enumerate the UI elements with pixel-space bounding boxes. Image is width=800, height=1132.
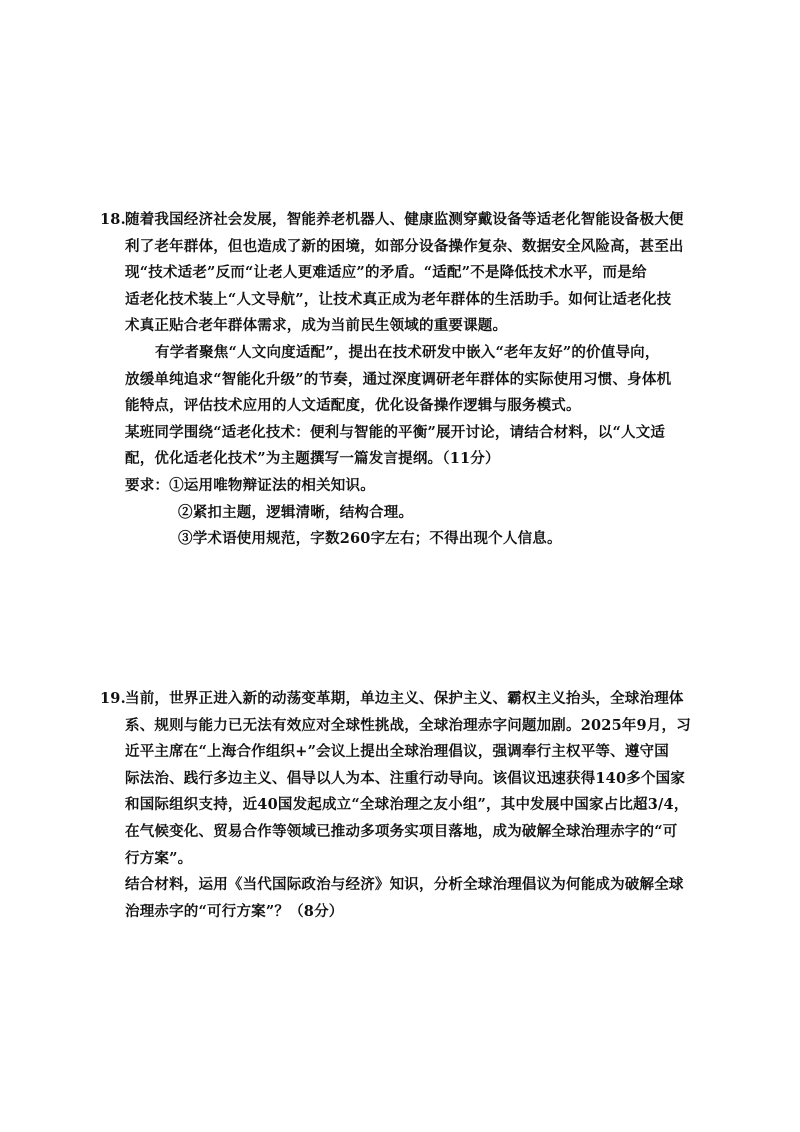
question-19-line-7: 行方案”。 (125, 849, 193, 867)
question-18-requirement-1: 要求：①运用唯物辩证法的相关知识。 (125, 476, 375, 494)
question-18-requirement-3: ③学术语使用规范，字数260字左右；不得出现个人信息。 (178, 530, 562, 548)
question-19-task-line-1: 结合材料，运用《当代国际政治与经济》知识，分析全球治理倡议为何能成为破解全球 (125, 876, 684, 894)
question-18-para2-line-3: 能特点，评估技术应用的人文适配度，优化设备操作逻辑与服务模式。 (125, 397, 581, 415)
requirements-label: 要求： (125, 476, 170, 494)
question-18-para2-line-1: 有学者聚焦“人文向度适配”，提出在技术研发中嵌入“老年友好”的价值导向， (155, 343, 660, 361)
question-18-number: 18. (100, 211, 126, 228)
question-19-line-4: 际法治、践行多边主义、倡导以人为本、注重行动导向。该倡议迅速获得140多个国家 (125, 769, 686, 787)
question-19-line-5: 和国际组织支持，近40国发起成立“全球治理之友小组”，其中发展中国家占比超3/4， (125, 796, 689, 814)
question-19-line-2: 系、规则与能力已无法有效应对全球性挑战，全球治理赤字问题加剧。2025年9月，习 (125, 716, 691, 734)
question-18-task-line-2: 配，优化适老化技术”为主题撰写一篇发言提纲。（11分） (125, 450, 500, 468)
question-18-requirement-2: ②紧扣主题，逻辑清晰，结构合理。 (178, 503, 414, 521)
question-18-line-5: 术真正贴合老年群体需求，成为当前民生领域的重要课题。 (125, 317, 508, 335)
question-18-line-1: 18. 随着我国经济社会发展，智能养老机器人、健康监测穿戴设备等适老化智能设备极大便 (100, 207, 700, 234)
question-18-task-line-1: 某班同学围绕“适老化技术：便利与智能的平衡”展开讨论，请结合材料，以“人文适 (125, 423, 666, 441)
question-19-number: 19. (100, 690, 126, 707)
question-19-line-1: 19. 当前，世界正进入新的动荡变革期，单边主义、保护主义、霸权主义抬头，全球治理体 (100, 686, 700, 713)
question-19 (100, 686, 700, 925)
question-19-task-line-2: 治理赤字的“可行方案”？（8分） (125, 902, 344, 920)
question-19-line-3: 近平主席在“上海合作组织+”会议上提出全球治理倡议，强调奉行主权平等、遵守国 (125, 743, 669, 761)
question-19-line-6: 在气候变化、贸易合作等领域已推动多项务实项目落地，成为破解全球治理赤字的“可 (125, 822, 678, 840)
question-18-line-2: 利了老年群体，但也造成了新的困境，如部分设备操作复杂、数据安全风险高，甚至出 (125, 237, 684, 255)
question-18-para2-line-2: 放缓单纯追求“智能化升级”的节奏，通过深度调研老年群体的实际使用习惯、身体机 (125, 370, 672, 388)
question-18 (100, 207, 700, 553)
question-18-line-3: 现“技术适老”反而“让老人更难适应”的矛盾。“适配”不是降低技术水平，而是给 (125, 264, 647, 282)
question-18-line-4: 适老化技术装上“人文导航”，让技术真正成为老年群体的生活助手。如何让适老化技 (125, 290, 672, 308)
